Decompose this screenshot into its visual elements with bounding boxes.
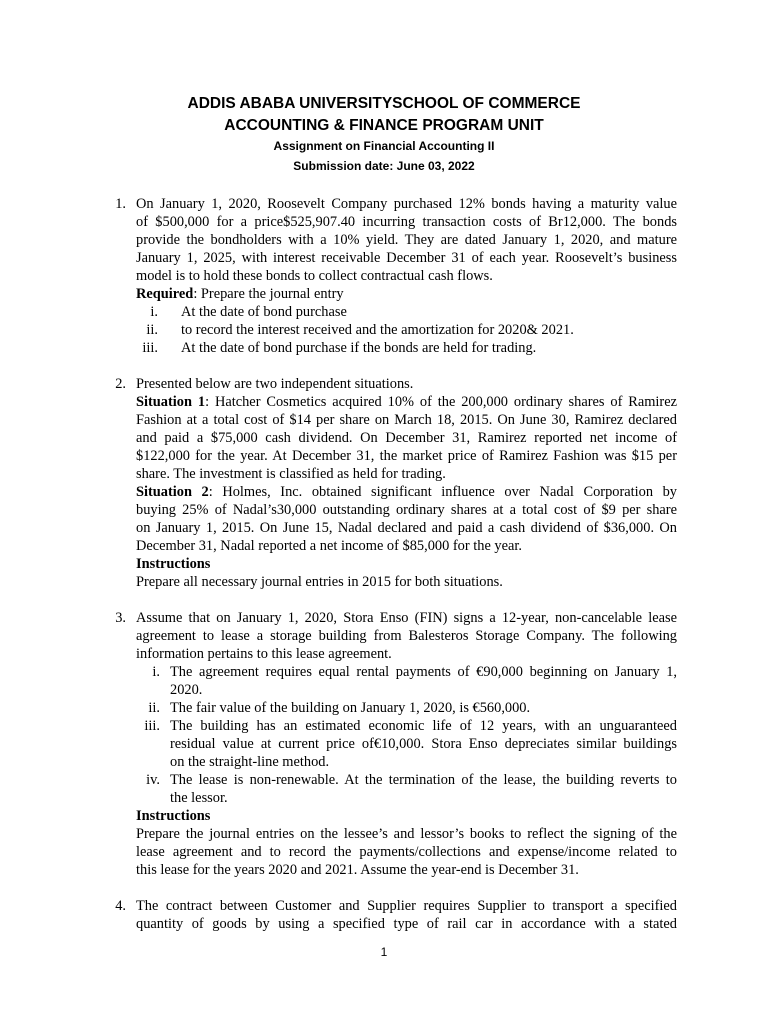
header-assignment: Assignment on Financial Accounting II	[273, 139, 495, 153]
page-number: 1	[380, 945, 388, 959]
q1-line: provide the bondholders with a 10% yield. They are dated January 1, 2020, and mature	[136, 232, 677, 248]
q3-item-text: The agreement requires equal rental payments of €90,000 beginning on January 1,	[170, 664, 677, 680]
q2-situation-2	[136, 483, 677, 501]
q1-item-text: At the date of bond purchase	[181, 304, 347, 320]
q3-line: agreement to lease a storage building from Balesteros Storage Company. The following	[136, 628, 677, 644]
q3-item-text: The fair value of the building on January 1, 2020, is €560,000.	[170, 700, 531, 716]
situation-text: : Holmes, Inc. obtained significant influence over Nadal Corporation by	[208, 484, 677, 500]
q1-required	[136, 285, 344, 303]
question-number: 3.	[115, 610, 126, 626]
q2-line: Fashion at a total cost of $14 per share on March 18, 2015. On June 30, Ramirez declared	[136, 412, 677, 428]
q1-item-text: to record the interest received and the amortization for 2020& 2021.	[181, 322, 574, 338]
q3-item-numeral: ii.	[148, 700, 160, 716]
q2-instructions-label: Instructions	[136, 556, 211, 572]
q2-line: December 31, Nadal reported a net income of $85,000 for the year.	[136, 538, 522, 554]
q3-item-text: 2020.	[170, 682, 203, 698]
q1-line: On January 1, 2020, Roosevelt Company purchased 12% bonds having a maturity value	[136, 196, 677, 212]
q2-instructions-text: Prepare all necessary journal entries in 2015 for both situations.	[136, 574, 503, 590]
header-submission-date: Submission date: June 03, 2022	[293, 159, 475, 173]
question-number: 4.	[115, 898, 126, 914]
q3-item-text: The lease is non-renewable. At the termination of the lease, the building reverts to	[170, 772, 677, 788]
q1-item-numeral: i.	[150, 304, 158, 320]
q2-intro: Presented below are two independent situations.	[136, 376, 414, 392]
q4-line: The contract between Customer and Supplier requires Supplier to transport a specified	[136, 898, 677, 914]
q2-line: and paid a $75,000 cash dividend. On December 31, Ramirez reported net income of	[136, 430, 677, 446]
required-label: Required	[136, 286, 194, 302]
required-text: : Prepare the journal entry	[193, 286, 344, 302]
situation-label: Situation 2	[136, 484, 209, 500]
q3-item-numeral: iii.	[144, 718, 160, 734]
q3-instructions-line: Prepare the journal entries on the lessee’s and lessor’s books to reflect the signing of the	[136, 826, 677, 842]
q4-line: quantity of goods by using a specified type of rail car in accordance with a stated	[136, 916, 677, 932]
situation-text: : Hatcher Cosmetics acquired 10% of the 200,000 ordinary shares of Ramirez	[205, 394, 677, 410]
q1-line: model is to hold these bonds to collect contractual cash flows.	[136, 268, 493, 284]
q3-instructions-line: lease agreement and to record the payments/collections and expense/income related to	[136, 844, 677, 860]
q3-item-text: residual value at current price of€10,000. Stora Enso depreciates similar buildings	[170, 736, 677, 752]
q3-item-text: on the straight-line method.	[170, 754, 330, 770]
question-number: 1.	[115, 196, 126, 212]
q1-item-numeral: ii.	[146, 322, 158, 338]
q1-line: of $500,000 for a price$525,907.40 incurring transaction costs of Br12,000. The bonds	[136, 214, 677, 230]
q1-item-text: At the date of bond purchase if the bonds are held for trading.	[181, 340, 537, 356]
q2-situation-1	[136, 393, 677, 411]
question-number: 2.	[115, 376, 126, 392]
q3-instructions-line: this lease for the years 2020 and 2021. Assume the year-end is December 31.	[136, 862, 579, 878]
q2-line: $122,000 for the year. At December 31, the market price of Ramirez Fashion was $15 per	[136, 448, 677, 464]
q3-item-text: The building has an estimated economic life of 12 years, with an unguaranteed	[170, 718, 677, 734]
q1-item-numeral: iii.	[142, 340, 158, 356]
header-institution: ADDIS ABABA UNIVERSITYSCHOOL OF COMMERCE	[187, 95, 581, 112]
q1-line: January 1, 2025, with interest receivable December 31 of each year. Roosevelt’s business	[136, 250, 677, 266]
q3-item-text: the lessor.	[170, 790, 228, 806]
q3-item-numeral: iv.	[146, 772, 160, 788]
q2-line: on January 1, 2015. On June 15, Nadal declared and paid a cash dividend of $36,000. On	[136, 520, 677, 536]
q3-line: information pertains to this lease agreement.	[136, 646, 392, 662]
q2-line: share. The investment is classified as held for trading.	[136, 466, 446, 482]
header-program: ACCOUNTING & FINANCE PROGRAM UNIT	[224, 117, 544, 134]
situation-label: Situation 1	[136, 394, 206, 410]
q3-line: Assume that on January 1, 2020, Stora Enso (FIN) signs a 12-year, non-cancelable lease	[136, 610, 677, 626]
q3-instructions-label: Instructions	[136, 808, 211, 824]
q2-line: buying 25% of Nadal’s30,000 outstanding ordinary shares at a total cost of $9 per share	[136, 502, 677, 518]
q3-item-numeral: i.	[152, 664, 160, 680]
